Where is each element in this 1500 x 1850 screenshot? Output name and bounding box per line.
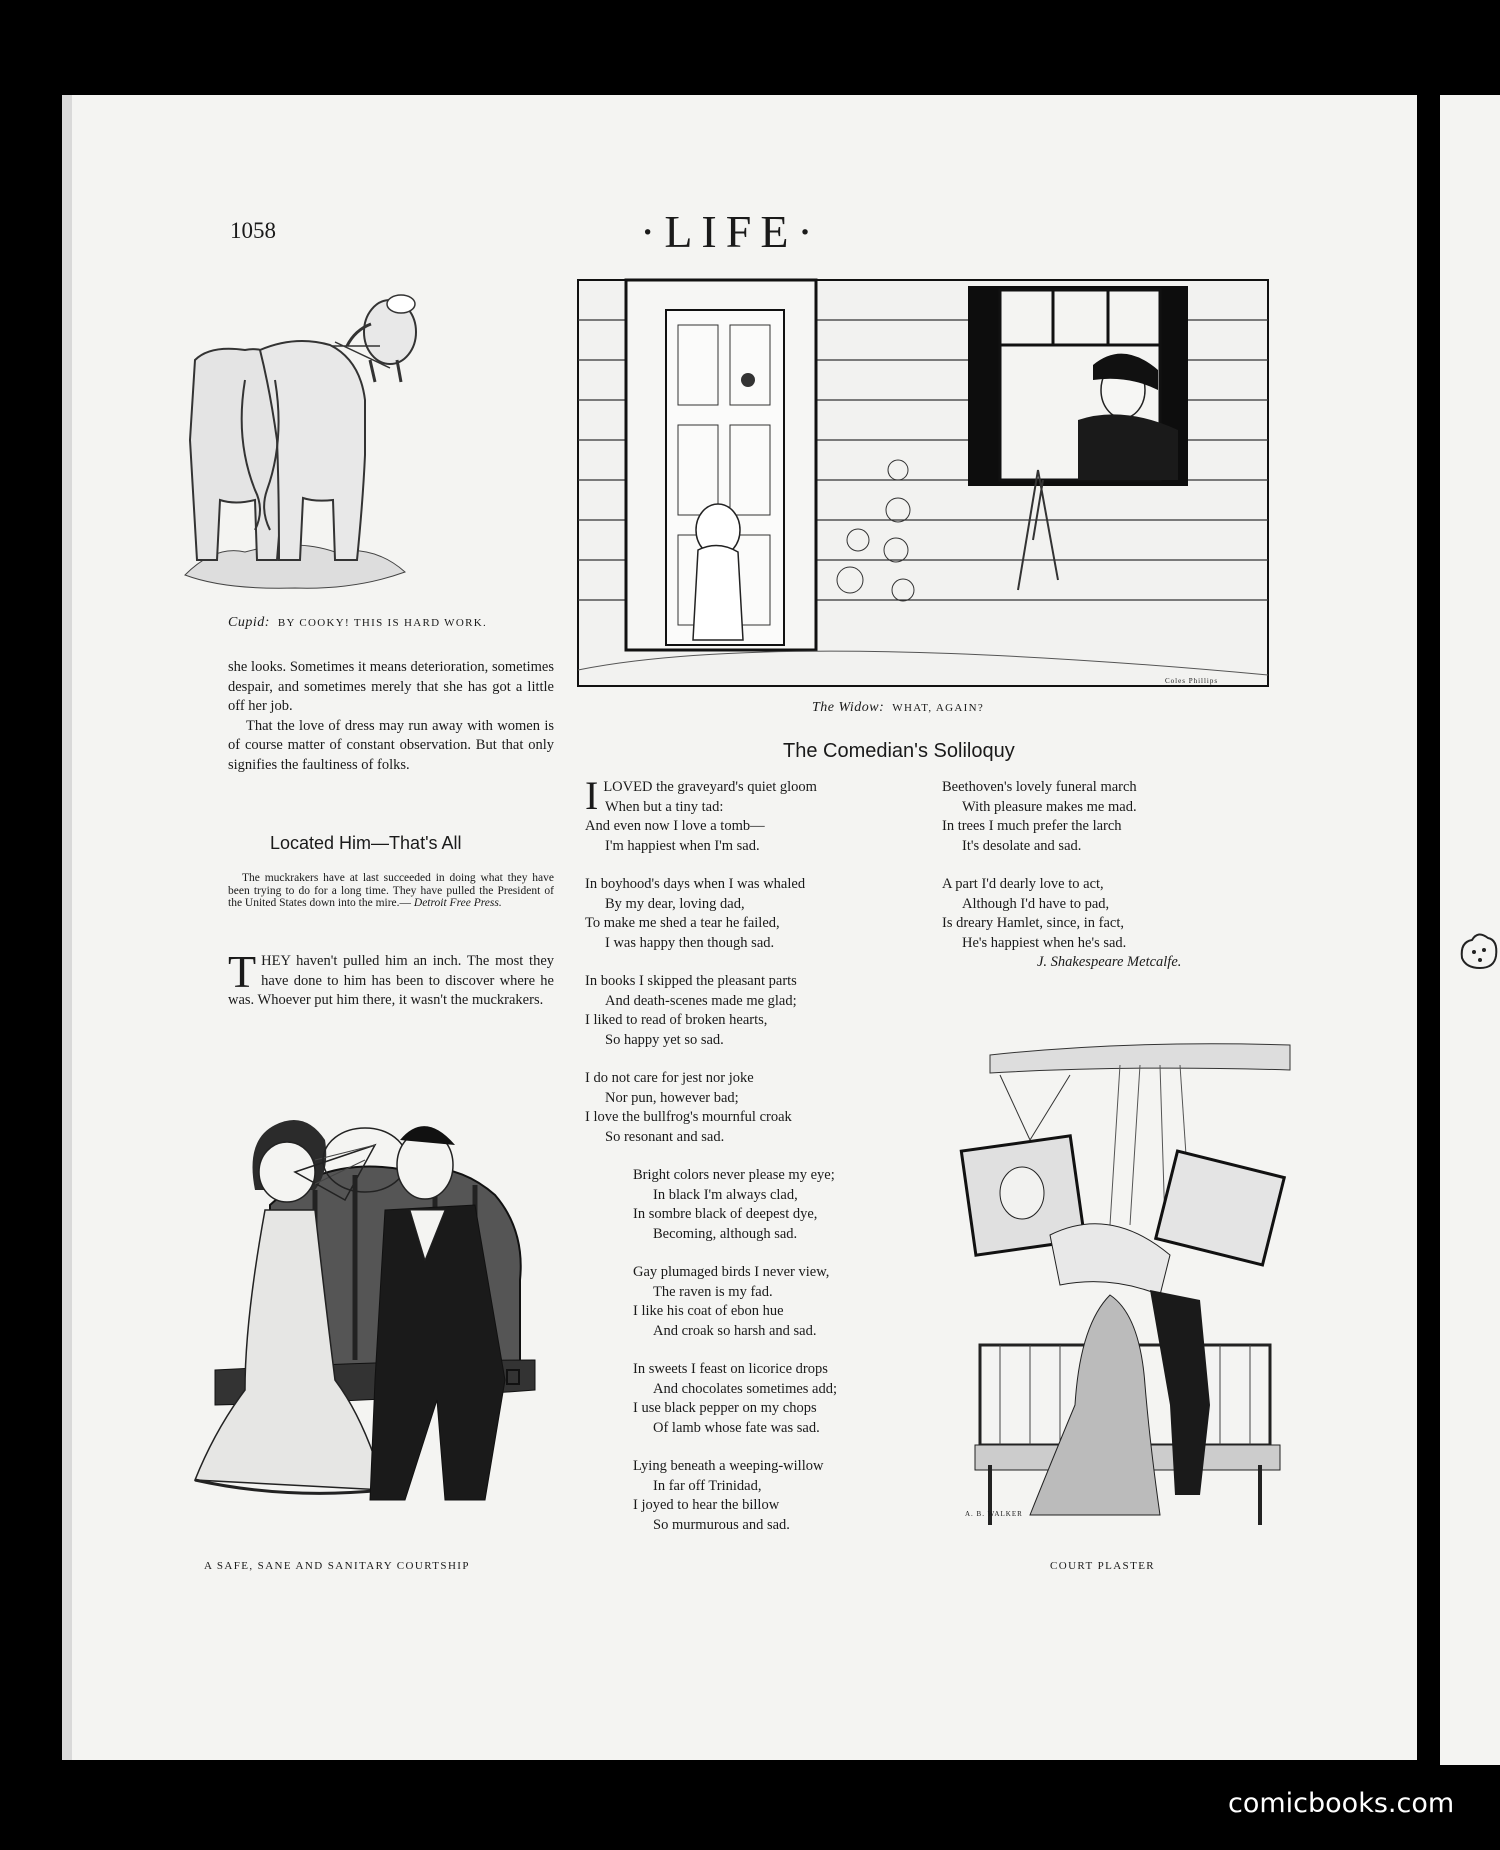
poem-line: LOVED the graveyard's quiet gloom (603, 779, 817, 795)
poem-line: So happy yet so sad. (605, 1031, 724, 1048)
located-dropcap: T (228, 946, 257, 997)
poem-line: By my dear, loving dad, (605, 895, 745, 912)
page-number: 1058 (230, 218, 276, 243)
poem-line: So resonant and sad. (605, 1128, 725, 1145)
poem-line: With pleasure makes me mad. (962, 798, 1137, 815)
poem-line: I'm happiest when I'm sad. (605, 837, 760, 854)
adjacent-page-ornament (1458, 928, 1500, 972)
poem-line: I love the bullfrog's mournful croak (585, 1109, 792, 1125)
poem-dropcap: I (585, 773, 599, 818)
stanza (585, 972, 837, 1050)
stanza (585, 1457, 837, 1535)
poem-line: In sombre black of deepest dye, (633, 1206, 818, 1222)
located-body-text: HEY haven't pulled him an inch. The most they have done to him has been to discover where he was. Whoever put him there, it wasn't the muckrakers. (228, 953, 554, 1008)
poem-title: The Comedian's Soliloquy (783, 740, 1015, 762)
poem-line: In books I skipped the pleasant parts (585, 973, 797, 989)
stanza (585, 875, 837, 953)
poem-line: I use black pepper on my chops (633, 1400, 817, 1416)
poem-line: Nor pun, however bad; (605, 1089, 739, 1106)
widow-caption-text: WHAT, AGAIN? (892, 702, 985, 714)
widow-speaker: The Widow: (812, 700, 885, 715)
widow-window-illustration (578, 280, 1268, 686)
poem-line: I liked to read of broken hearts, (585, 1012, 768, 1028)
poem-line: Of lamb whose fate was sad. (653, 1419, 820, 1436)
courtship-caption: A SAFE, SANE AND SANITARY COURTSHIP (204, 1560, 470, 1572)
poem-line: Although I'd have to pad, (962, 895, 1110, 912)
article-paragraph: That the love of dress may run away with women is of course matter of constant observation. But that only signifies the faultiness of folks. (228, 717, 554, 773)
poem-line: And croak so harsh and sad. (653, 1322, 817, 1339)
poem-column-2 (942, 778, 1181, 973)
stanza (585, 773, 837, 856)
article-continued (228, 658, 554, 775)
poem-line: In boyhood's days when I was whaled (585, 876, 806, 892)
cupid-caption (228, 615, 487, 631)
poem-line: I like his coat of ebon hue (633, 1303, 784, 1319)
stanza (585, 1263, 837, 1341)
poem-line: And even now I love a tomb— (585, 818, 765, 834)
cupid-speaker: Cupid: (228, 615, 270, 630)
poem-line: When but a tiny tad: (605, 798, 724, 815)
stanza (585, 1069, 837, 1147)
poem-line: So murmurous and sad. (653, 1516, 790, 1533)
elephant-cupid-illustration (175, 290, 420, 595)
stanza (585, 1166, 837, 1244)
poem-line: To make me shed a tear he failed, (585, 915, 780, 931)
located-quote (228, 872, 554, 910)
stanza (942, 778, 1181, 856)
poem-line: A part I'd dearly love to act, (942, 876, 1104, 892)
poem-line: In trees I much prefer the larch (942, 818, 1122, 834)
court-plaster-caption: COURT PLASTER (1050, 1560, 1156, 1572)
courtship-illustration (175, 1060, 610, 1515)
located-quote-source: Detroit Free Press. (413, 897, 502, 909)
located-body (228, 946, 554, 1011)
watermark: comicbooks.com (1228, 1788, 1455, 1819)
poem-line: In far off Trinidad, (653, 1477, 762, 1494)
poem-column-1 (585, 773, 838, 1535)
cupid-caption-text: BY COOKY! THIS IS HARD WORK. (277, 617, 488, 629)
poem-line: Becoming, although sad. (653, 1225, 798, 1242)
stanza (942, 875, 1181, 973)
poem-line: Lying beneath a weeping-willow (633, 1458, 824, 1474)
located-quote-text: The muckrakers have at last succeeded in doing what they have been trying to do for a long time. They have pulled the President of the United States down into the mire.— (228, 872, 554, 909)
article-paragraph: she looks. Sometimes it means deterioration, sometimes despair, and sometimes merely that she has got a little off her job. (228, 659, 554, 714)
stanza (585, 1360, 837, 1438)
poem-line: And death-scenes made me glad; (605, 992, 797, 1009)
poem-line: Gay plumaged birds I never view, (633, 1264, 830, 1280)
poem-line: It's desolate and sad. (962, 837, 1082, 854)
poem-line: I joyed to hear the billow (633, 1497, 780, 1513)
poem-line: And chocolates sometimes add; (653, 1380, 838, 1397)
poem-signature: J. Shakespeare Metcalfe. (1037, 954, 1182, 970)
masthead-title: ·LIFE· (640, 206, 822, 257)
poem-line: Beethoven's lovely funeral march (942, 779, 1137, 795)
poem-line: I was happy then though sad. (605, 934, 775, 951)
poem-line: He's happiest when he's sad. (962, 934, 1127, 951)
poem-line: Is dreary Hamlet, since, in fact, (942, 915, 1124, 931)
widow-artist-signature: Coles Phillips (1165, 677, 1219, 685)
poem-line: I do not care for jest nor joke (585, 1070, 754, 1086)
widow-caption (812, 700, 984, 716)
court-artist-signature: A. B. WALKER (965, 1510, 1023, 1518)
poem-line: Bright colors never please my eye; (633, 1167, 835, 1183)
poem-line: In sweets I feast on licorice drops (633, 1361, 828, 1377)
poem-line: In black I'm always clad, (653, 1186, 798, 1203)
located-title: Located Him—That's All (270, 833, 462, 853)
poem-line: The raven is my fad. (653, 1283, 773, 1300)
court-plaster-illustration (960, 1025, 1300, 1525)
